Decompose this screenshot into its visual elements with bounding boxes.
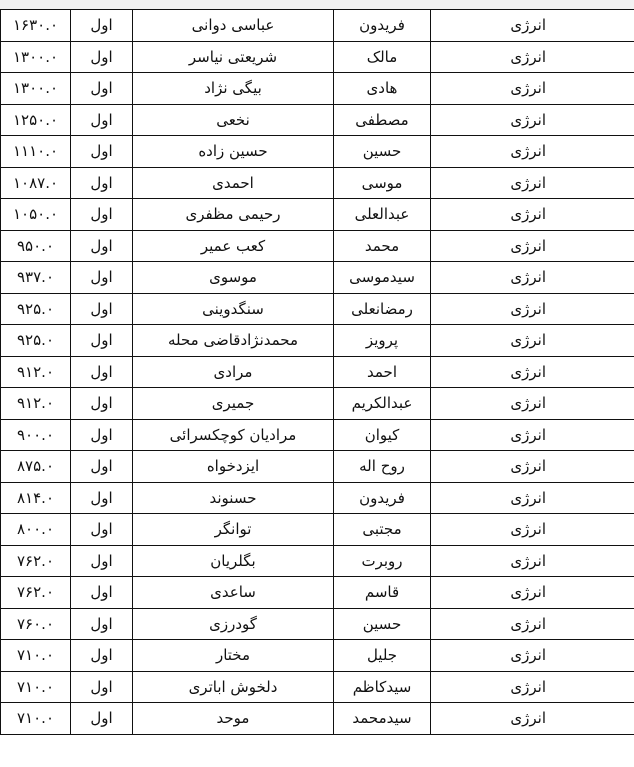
rank-cell: اول	[71, 671, 133, 703]
first-name-cell: هادی	[334, 73, 431, 105]
first-name-cell: روح اله	[334, 451, 431, 483]
table-row	[1, 73, 634, 105]
first-name-cell: فریدون	[334, 10, 431, 42]
table-body	[1, 10, 634, 735]
last-name-cell: عباسی دوانی	[133, 10, 334, 42]
last-name-cell: ساعدی	[133, 577, 334, 609]
last-name-cell: نخعی	[133, 104, 334, 136]
first-name-cell: روبرت	[334, 545, 431, 577]
table-row	[1, 10, 634, 42]
first-name-cell: مصطفی	[334, 104, 431, 136]
first-name-cell: فریدون	[334, 482, 431, 514]
last-name-cell: ایزدخواه	[133, 451, 334, 483]
last-name-cell: موسوی	[133, 262, 334, 294]
field-cell: انرژی	[431, 514, 634, 546]
rank-cell: اول	[71, 451, 133, 483]
field-cell: انرژی	[431, 262, 634, 294]
field-cell: انرژی	[431, 167, 634, 199]
score-cell: ۸۱۴.۰	[1, 482, 71, 514]
table-row	[1, 325, 634, 357]
last-name-cell: حسین زاده	[133, 136, 334, 168]
score-cell: ۸۷۵.۰	[1, 451, 71, 483]
last-name-cell: دلخوش اباتری	[133, 671, 334, 703]
field-cell: انرژی	[431, 73, 634, 105]
last-name-cell: مرادی	[133, 356, 334, 388]
score-cell: ۷۶۲.۰	[1, 545, 71, 577]
rank-cell: اول	[71, 41, 133, 73]
rank-cell: اول	[71, 419, 133, 451]
first-name-cell: مالک	[334, 41, 431, 73]
last-name-cell: گودرزی	[133, 608, 334, 640]
last-name-cell: سنگدوینی	[133, 293, 334, 325]
first-name-cell: عبدالکریم	[334, 388, 431, 420]
table-row	[1, 545, 634, 577]
field-cell: انرژی	[431, 325, 634, 357]
rank-cell: اول	[71, 388, 133, 420]
first-name-cell: حسین	[334, 608, 431, 640]
table-row	[1, 451, 634, 483]
field-cell: انرژی	[431, 671, 634, 703]
score-cell: ۱۶۳۰.۰	[1, 10, 71, 42]
field-cell: انرژی	[431, 451, 634, 483]
field-cell: انرژی	[431, 608, 634, 640]
first-name-cell: جلیل	[334, 640, 431, 672]
rank-cell: اول	[71, 356, 133, 388]
score-cell: ۹۲۵.۰	[1, 325, 71, 357]
rank-cell: اول	[71, 10, 133, 42]
last-name-cell: احمدی	[133, 167, 334, 199]
field-cell: انرژی	[431, 640, 634, 672]
table-row	[1, 136, 634, 168]
score-cell: ۷۱۰.۰	[1, 671, 71, 703]
table-row	[1, 199, 634, 231]
field-cell: انرژی	[431, 577, 634, 609]
score-cell: ۱۱۱۰.۰	[1, 136, 71, 168]
last-name-cell: توانگر	[133, 514, 334, 546]
score-cell: ۱۰۸۷.۰	[1, 167, 71, 199]
first-name-cell: حسین	[334, 136, 431, 168]
results-table	[0, 9, 634, 735]
rank-cell: اول	[71, 167, 133, 199]
score-cell: ۹۰۰.۰	[1, 419, 71, 451]
last-name-cell: جمیری	[133, 388, 334, 420]
table-row	[1, 514, 634, 546]
rank-cell: اول	[71, 640, 133, 672]
table-row	[1, 230, 634, 262]
first-name-cell: پرویز	[334, 325, 431, 357]
score-cell: ۷۶۲.۰	[1, 577, 71, 609]
rank-cell: اول	[71, 482, 133, 514]
table-row	[1, 608, 634, 640]
last-name-cell: رحیمی مظفری	[133, 199, 334, 231]
rank-cell: اول	[71, 577, 133, 609]
score-cell: ۱۰۵۰.۰	[1, 199, 71, 231]
score-cell: ۱۳۰۰.۰	[1, 41, 71, 73]
rank-cell: اول	[71, 230, 133, 262]
table-row	[1, 167, 634, 199]
score-cell: ۹۳۷.۰	[1, 262, 71, 294]
table-row	[1, 671, 634, 703]
first-name-cell: موسی	[334, 167, 431, 199]
field-cell: انرژی	[431, 356, 634, 388]
first-name-cell: احمد	[334, 356, 431, 388]
rank-cell: اول	[71, 514, 133, 546]
first-name-cell: کیوان	[334, 419, 431, 451]
rank-cell: اول	[71, 293, 133, 325]
rank-cell: اول	[71, 104, 133, 136]
last-name-cell: بگلریان	[133, 545, 334, 577]
table-row	[1, 577, 634, 609]
field-cell: انرژی	[431, 41, 634, 73]
first-name-cell: عبدالعلی	[334, 199, 431, 231]
table-row	[1, 104, 634, 136]
score-cell: ۱۳۰۰.۰	[1, 73, 71, 105]
score-cell: ۹۱۲.۰	[1, 388, 71, 420]
score-cell: ۸۰۰.۰	[1, 514, 71, 546]
rank-cell: اول	[71, 325, 133, 357]
table-row	[1, 703, 634, 735]
last-name-cell: مختار	[133, 640, 334, 672]
field-cell: انرژی	[431, 199, 634, 231]
rank-cell: اول	[71, 136, 133, 168]
rank-cell: اول	[71, 545, 133, 577]
rank-cell: اول	[71, 262, 133, 294]
first-name-cell: سیدکاظم	[334, 671, 431, 703]
table-row	[1, 293, 634, 325]
field-cell: انرژی	[431, 703, 634, 735]
first-name-cell: رمضانعلی	[334, 293, 431, 325]
table-row	[1, 482, 634, 514]
score-cell: ۹۵۰.۰	[1, 230, 71, 262]
last-name-cell: مرادیان کوچکسرائی	[133, 419, 334, 451]
score-cell: ۷۱۰.۰	[1, 703, 71, 735]
last-name-cell: حسنوند	[133, 482, 334, 514]
rank-cell: اول	[71, 608, 133, 640]
rank-cell: اول	[71, 199, 133, 231]
table-row	[1, 41, 634, 73]
field-cell: انرژی	[431, 104, 634, 136]
field-cell: انرژی	[431, 419, 634, 451]
last-name-cell: شریعتی نیاسر	[133, 41, 334, 73]
first-name-cell: سیدموسی	[334, 262, 431, 294]
table-row	[1, 262, 634, 294]
first-name-cell: قاسم	[334, 577, 431, 609]
field-cell: انرژی	[431, 388, 634, 420]
score-cell: ۷۱۰.۰	[1, 640, 71, 672]
table-row	[1, 419, 634, 451]
rank-cell: اول	[71, 703, 133, 735]
first-name-cell: محمد	[334, 230, 431, 262]
field-cell: انرژی	[431, 545, 634, 577]
table-row	[1, 640, 634, 672]
first-name-cell: مجتبی	[334, 514, 431, 546]
score-cell: ۱۲۵۰.۰	[1, 104, 71, 136]
table-row	[1, 388, 634, 420]
field-cell: انرژی	[431, 10, 634, 42]
score-cell: ۷۶۰.۰	[1, 608, 71, 640]
last-name-cell: بیگی نژاد	[133, 73, 334, 105]
field-cell: انرژی	[431, 293, 634, 325]
score-cell: ۹۲۵.۰	[1, 293, 71, 325]
field-cell: انرژی	[431, 136, 634, 168]
rank-cell: اول	[71, 73, 133, 105]
last-name-cell: محمدنژادقاضی محله	[133, 325, 334, 357]
last-name-cell: موحد	[133, 703, 334, 735]
table-row	[1, 356, 634, 388]
field-cell: انرژی	[431, 482, 634, 514]
score-cell: ۹۱۲.۰	[1, 356, 71, 388]
field-cell: انرژی	[431, 230, 634, 262]
last-name-cell: کعب عمیر	[133, 230, 334, 262]
first-name-cell: سیدمحمد	[334, 703, 431, 735]
